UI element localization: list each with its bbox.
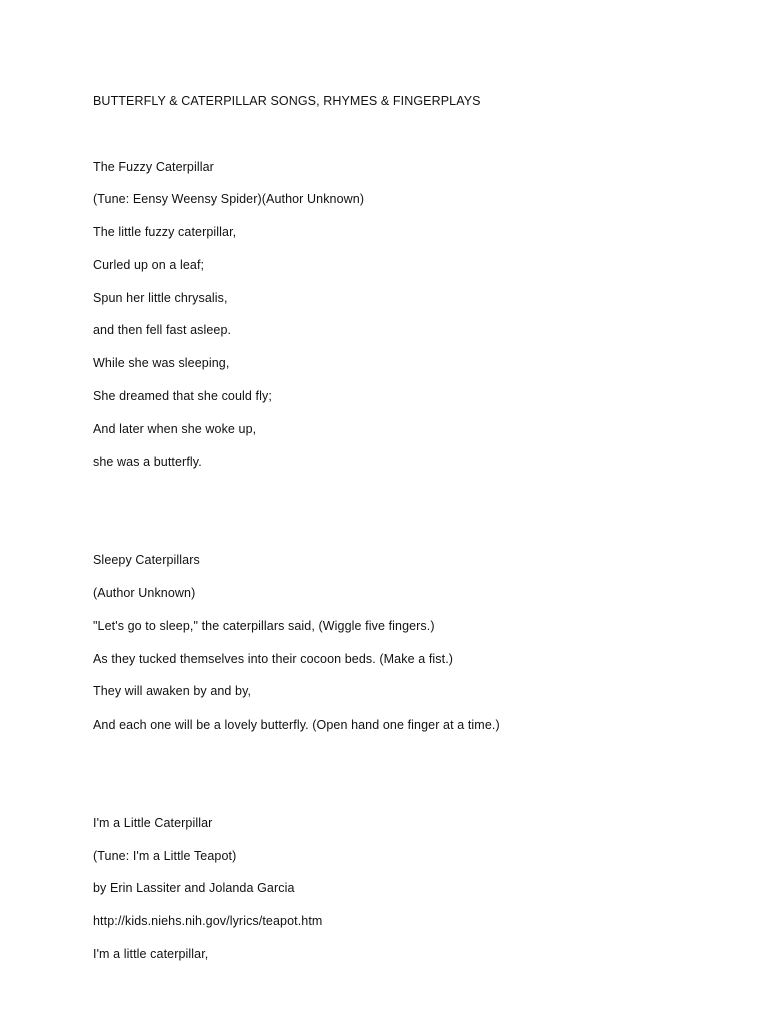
song-line: she was a butterfly. <box>93 455 202 469</box>
song-line: And each one will be a lovely butterfly. (Open hand one finger at a time.) <box>93 718 500 732</box>
song-line: They will awaken by and by, <box>93 684 252 698</box>
song-title: The Fuzzy Caterpillar <box>93 160 214 174</box>
song-line: And later when she woke up, <box>93 422 257 436</box>
song-title: I'm a Little Caterpillar <box>93 816 213 830</box>
song-line: (Tune: I'm a Little Teapot) <box>93 849 237 863</box>
song-line: Curled up on a leaf; <box>93 258 205 272</box>
song-line: "Let's go to sleep," the caterpillars said, (Wiggle five fingers.) <box>93 619 435 633</box>
document-heading: BUTTERFLY & CATERPILLAR SONGS, RHYMES & FINGERPLAYS <box>93 94 481 108</box>
song-line: and then fell fast asleep. <box>93 323 232 337</box>
song-title: Sleepy Caterpillars <box>93 553 200 567</box>
song-line: While she was sleeping, <box>93 356 230 370</box>
song-line: by Erin Lassiter and Jolanda Garcia <box>93 881 295 895</box>
song-link: http://kids.niehs.nih.gov/lyrics/teapot.htm <box>93 914 323 928</box>
song-line: The little fuzzy caterpillar, <box>93 225 237 239</box>
song-line: (Author Unknown) <box>93 586 196 600</box>
song-line: She dreamed that she could fly; <box>93 389 272 403</box>
song-line: I'm a little caterpillar, <box>93 947 209 961</box>
song-line: (Tune: Eensy Weensy Spider)(Author Unknown) <box>93 192 365 206</box>
song-line: Spun her little chrysalis, <box>93 291 228 305</box>
song-line: As they tucked themselves into their cocoon beds. (Make a fist.) <box>93 652 454 666</box>
